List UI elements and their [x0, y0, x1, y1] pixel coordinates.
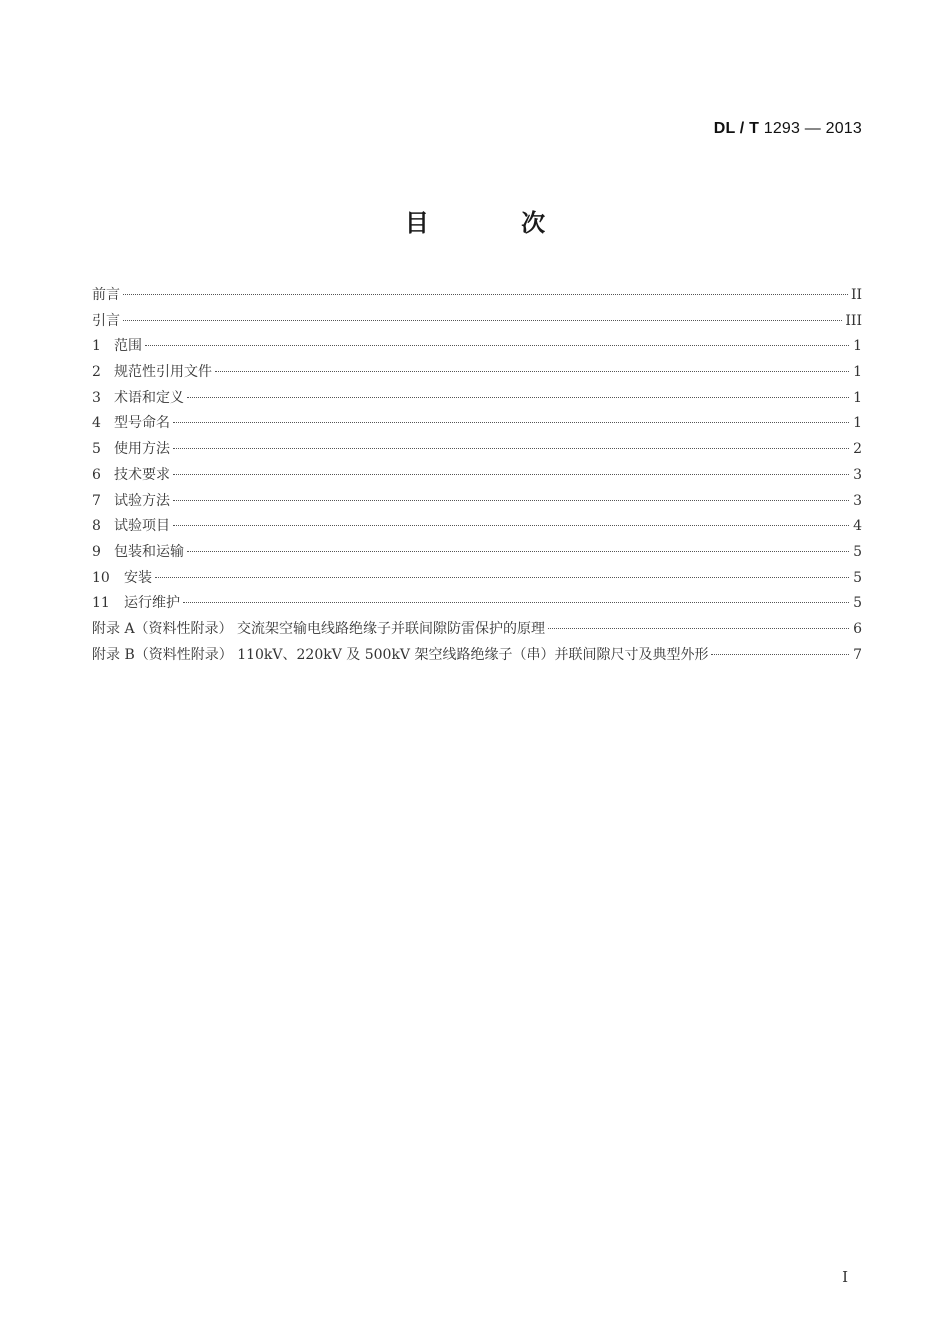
- table-of-contents: [92, 284, 862, 669]
- toc-entry-page: 1: [853, 415, 862, 432]
- dot-leader: [187, 397, 849, 398]
- toc-entry-page: 3: [853, 492, 862, 509]
- toc-entry-page: II: [850, 287, 862, 303]
- dot-leader: [145, 345, 849, 346]
- standard-code: [714, 120, 862, 138]
- toc-entry-page: 7: [853, 646, 862, 663]
- toc-entry-appendix-a[interactable]: [92, 618, 862, 644]
- toc-entry-label: 附录 A（资料性附录） 交流架空输电线路绝缘子并联间隙防雷保护的原理: [92, 620, 546, 637]
- toc-entry-9[interactable]: [92, 541, 862, 567]
- dot-leader: [711, 654, 849, 655]
- toc-entry-number: 3: [92, 389, 101, 406]
- toc-entry-2[interactable]: [92, 361, 862, 387]
- dot-leader: [155, 577, 849, 578]
- toc-entry-page: 1: [853, 364, 862, 381]
- toc-entry-label: 引言: [92, 312, 120, 329]
- toc-entry-page: 5: [853, 543, 862, 560]
- toc-entry-page: 1: [853, 338, 862, 355]
- toc-entry-introduction[interactable]: [92, 310, 862, 336]
- toc-entry-number: 5: [92, 441, 101, 458]
- dot-leader: [173, 448, 849, 449]
- toc-entry-label: 技术要求: [114, 466, 170, 483]
- toc-entry-foreword[interactable]: [92, 284, 862, 310]
- toc-entry-7[interactable]: [92, 490, 862, 516]
- toc-entry-page: 1: [853, 389, 862, 406]
- toc-entry-number: 9: [92, 543, 101, 560]
- toc-entry-label: 术语和定义: [114, 389, 184, 406]
- toc-entry-1[interactable]: [92, 335, 862, 361]
- dot-leader: [548, 628, 849, 629]
- dot-leader: [123, 320, 842, 321]
- toc-entry-number: 2: [92, 364, 101, 381]
- toc-entry-number: 1: [92, 338, 101, 355]
- toc-entry-3[interactable]: [92, 387, 862, 413]
- toc-entry-8[interactable]: [92, 515, 862, 541]
- toc-title: 目 次: [404, 209, 588, 237]
- toc-entry-11[interactable]: [92, 592, 862, 618]
- toc-entry-number: 8: [92, 518, 101, 535]
- toc-entry-label: 附录 B（资料性附录） 110kV、220kV 及 500kV 架空线路绝缘子（串）并联间隙尺寸及典型外形: [92, 646, 709, 663]
- toc-entry-label: 使用方法: [114, 441, 170, 458]
- standard-prefix: DL / T: [713, 120, 760, 137]
- toc-entry-label: 范围: [114, 338, 142, 355]
- toc-entry-page: 4: [853, 518, 862, 535]
- dot-leader: [173, 474, 849, 475]
- toc-entry-number: 11: [92, 595, 110, 612]
- dot-leader: [173, 422, 849, 423]
- toc-entry-page: 5: [853, 595, 862, 612]
- dot-leader: [173, 500, 849, 501]
- dot-leader: [183, 602, 849, 603]
- dot-leader: [173, 525, 849, 526]
- toc-entry-label: 包装和运输: [114, 543, 184, 560]
- toc-entry-label: 试验项目: [114, 518, 170, 535]
- toc-entry-4[interactable]: [92, 412, 862, 438]
- toc-entry-label: 安装: [124, 569, 152, 586]
- page-number: I: [842, 1268, 848, 1286]
- toc-entry-label: 运行维护: [124, 595, 180, 612]
- toc-entry-number: 10: [92, 569, 110, 586]
- toc-entry-number: 7: [92, 492, 101, 509]
- toc-entry-number: 6: [92, 466, 101, 483]
- toc-entry-6[interactable]: [92, 464, 862, 490]
- toc-entry-label: 规范性引用文件: [114, 364, 212, 381]
- toc-entry-label: 试验方法: [114, 492, 170, 509]
- dot-leader: [215, 371, 849, 372]
- dot-leader: [187, 551, 849, 552]
- dot-leader: [123, 294, 848, 295]
- toc-entry-page: 3: [853, 466, 862, 483]
- standard-number: 1293 — 2013: [763, 120, 862, 137]
- toc-entry-5[interactable]: [92, 438, 862, 464]
- toc-entry-page: 5: [853, 569, 862, 586]
- toc-entry-number: 4: [92, 415, 101, 432]
- toc-entry-10[interactable]: [92, 567, 862, 593]
- toc-entry-page: 2: [853, 441, 862, 458]
- toc-entry-label: 型号命名: [114, 415, 170, 432]
- toc-entry-page: III: [845, 312, 862, 329]
- toc-entry-page: 6: [853, 620, 862, 637]
- toc-entry-label: 前言: [92, 287, 120, 303]
- toc-entry-appendix-b[interactable]: [92, 644, 862, 670]
